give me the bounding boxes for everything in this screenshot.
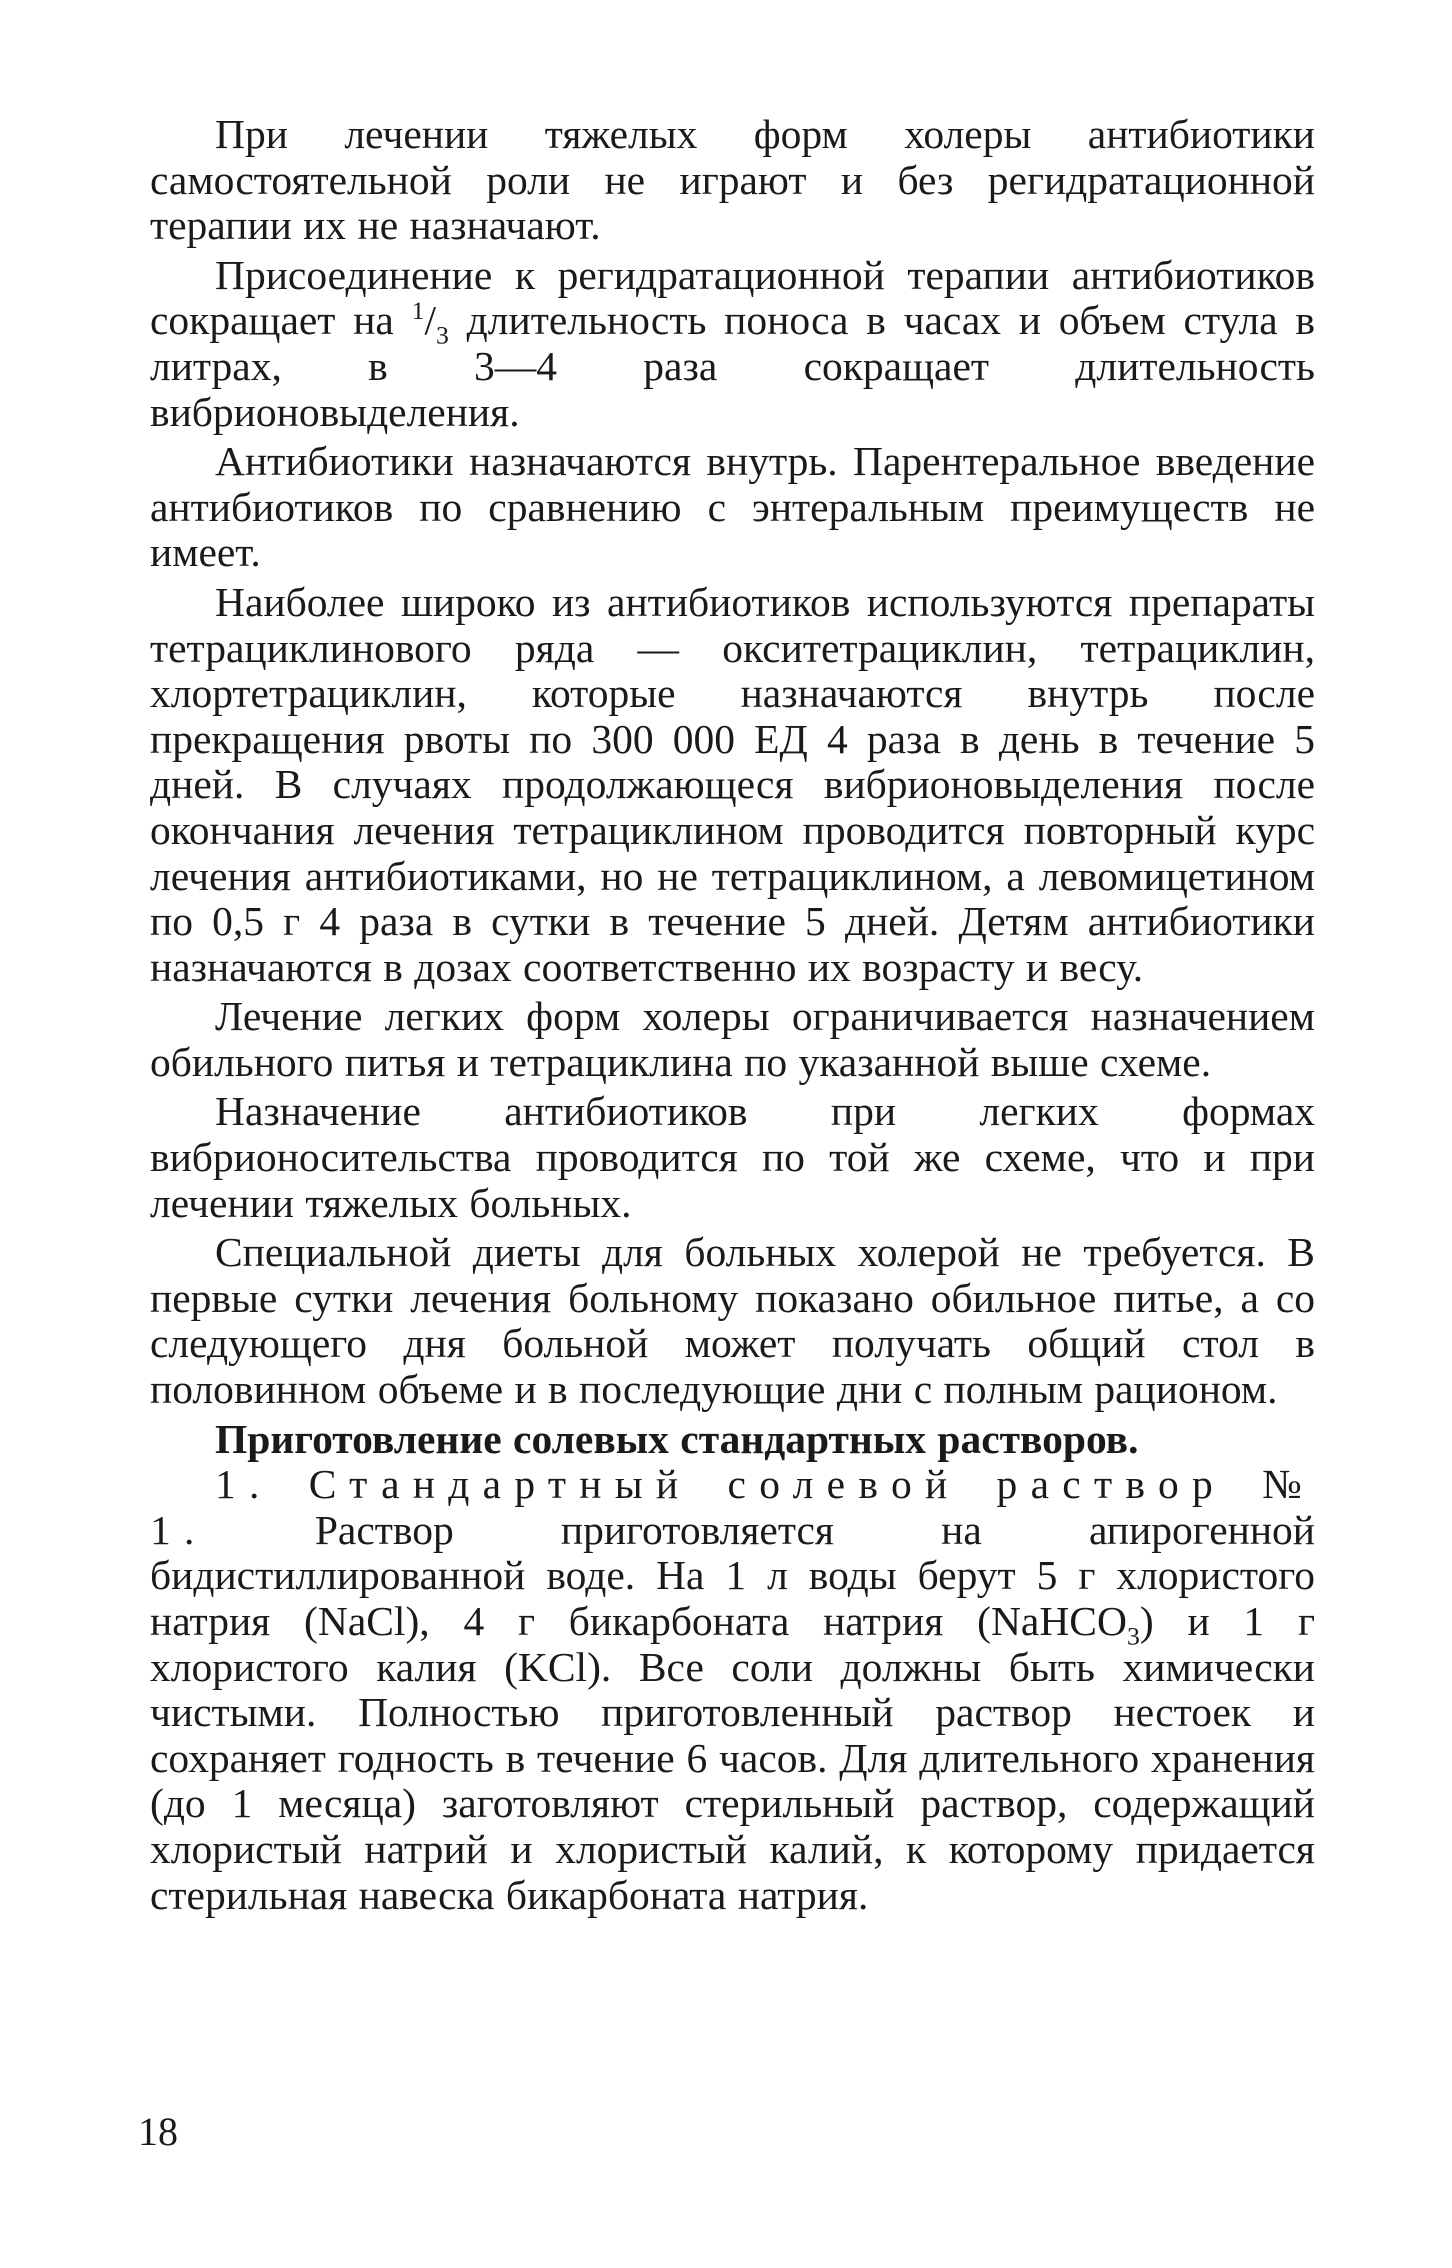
paragraph-6-text: Назначение антибиотиков при легких формах вибрионосительства проводится по той же схеме, что и при лечении тяжелых больных.: [150, 1088, 1315, 1226]
paragraph-4: [150, 580, 1315, 990]
paragraph-5: [150, 994, 1315, 1085]
paragraph-8-text-end: ) и 1 г хлористого калия (KCl). Все соли должны быть химически чистыми. Полностью приготовленный раствор нестоек и сохраняет годность в течение 6 часов. Для длительного хранения (до 1 месяца) заготовляют стерильный раствор, содержащий хлористый натрий и хлористый калий, к которому придается стерильная навеска бикарбоната натрия.: [150, 1598, 1315, 1918]
paragraph-6: [150, 1089, 1315, 1226]
fraction-separator: /: [424, 297, 437, 344]
solution-title: 1. Стандартный солевой раствор № 1.: [150, 1461, 1315, 1553]
page-number: 18: [138, 2109, 178, 2154]
paragraph-5-text: Лечение легких форм холеры ограничивается назначением обильного питья и тетрациклина по указанной выше схеме.: [150, 993, 1315, 1085]
section-heading: Приготовление солевых стандартных растворов.: [215, 1415, 1139, 1462]
paragraph-1-text: При лечении тяжелых форм холеры антибиотики самостоятельной роли не играют и без регидратационной терапии их не назначают.: [150, 111, 1315, 249]
paragraph-3: [150, 439, 1315, 576]
fraction-denominator: 3: [436, 320, 449, 350]
paragraph-3-text: Антибиотики назначаются внутрь. Парентеральное введение антибиотиков по сравнению с энтеральным преимуществ не имеет.: [150, 438, 1315, 576]
fraction-numerator: 1: [411, 296, 425, 326]
paragraph-4-text: Наиболее широко из антибиотиков используются препараты тетрациклинового ряда — окситетрациклин, тетрациклин, хлортетрациклин, которые назначаются внутрь после прекращения рвоты по 300 000 ЕД 4 раза в день в течение 5 дней. В случаях продолжающеся вибрионовыделения после окончания лечения тетрациклином проводится повторный курс лечения антибиотиками, но не тетрациклином, а левомицетином по 0,5 г 4 раза в сутки в течение 5 дней. Детям антибиотики назначаются в дозах соответственно их возрасту и весу.: [150, 578, 1315, 990]
paragraph-2-text-end: длительность поноса в часах и объем стула в литрах, в 3—4 раза сокращает длительность вибрионовыделения.: [150, 297, 1315, 435]
paragraph-2-text-start: Присоединение к регидратационной терапии антибиотиков сокращает на: [150, 251, 1315, 344]
paragraph-8-text-start: Раствор приготовляется на апирогенной бидистиллированной воде. На 1 л воды берут 5 г хлористого натрия (NaCl), 4 г бикарбоната натрия (NaHCO: [150, 1506, 1315, 1644]
paragraph-7: [150, 1230, 1315, 1412]
subscript-3: 3: [1126, 1621, 1140, 1651]
paragraph-8: [150, 1462, 1315, 1918]
page-body: [150, 112, 1315, 1922]
paragraph-7-text: Специальной диеты для больных холерой не требуется. В первые сутки лечения больному показано обильное питье, а со следующего дня больной может получать общий стол в половинном объеме и в последующие дни с полным рационом.: [150, 1229, 1315, 1413]
paragraph-1: [150, 112, 1315, 249]
paragraph-2: [150, 253, 1315, 435]
